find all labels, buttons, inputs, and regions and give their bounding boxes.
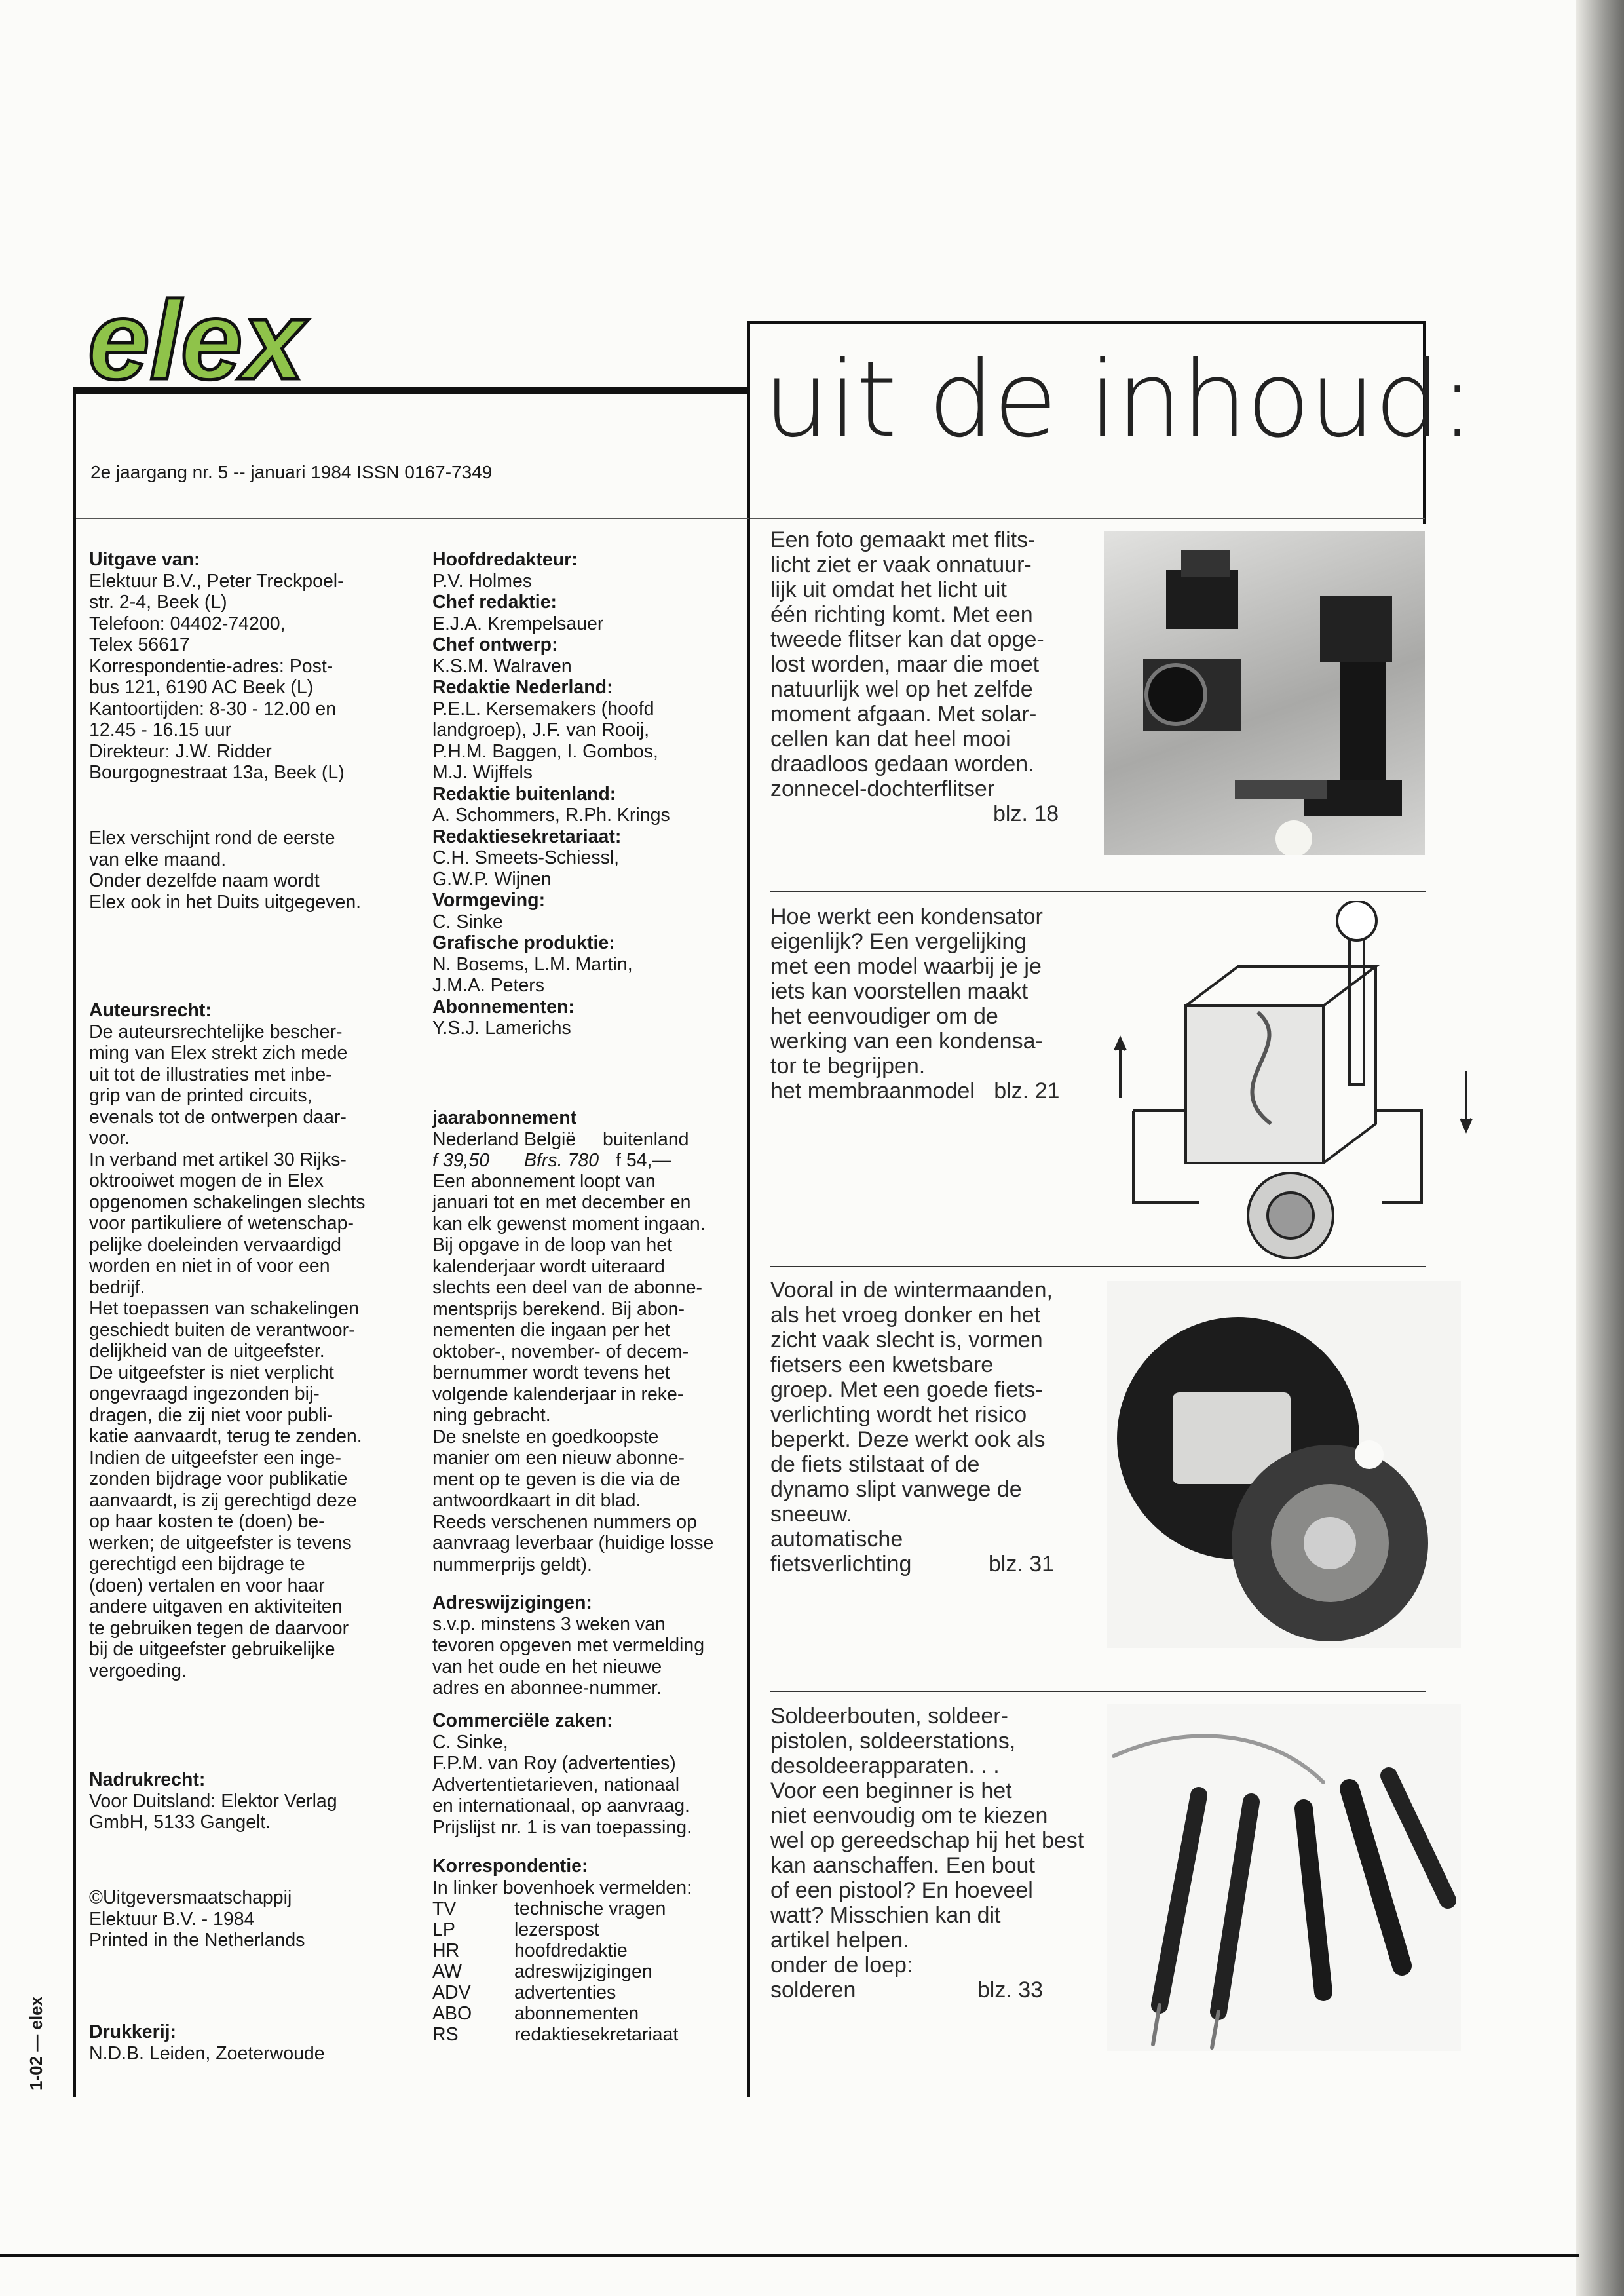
- staff-heading: Abonnementen:: [432, 996, 575, 1018]
- feature-text-line: niet eenvoudig om te kiezen: [770, 1803, 1048, 1828]
- text-line: Reeds verschenen nummers op: [432, 1511, 697, 1533]
- column-notice: [89, 828, 417, 913]
- text-line: N.D.B. Leiden, Zoeterwoude: [89, 2042, 325, 2064]
- text-line: gerechtigd een bijdrage te: [89, 1554, 305, 1575]
- text-line: In verband met artikel 30 Rijks-: [89, 1149, 347, 1170]
- text-line: te gebruiken tegen de daarvoor: [89, 1617, 349, 1639]
- feature-3-page: blz. 31: [988, 1552, 1055, 1577]
- center-divider-left: [747, 321, 750, 2097]
- text-line: aanvaardt, is zij gerechtigd deze: [89, 1489, 357, 1511]
- correspondence-code-row: [432, 2003, 740, 2024]
- text-line: slechts een deel van de abonne-: [432, 1277, 702, 1298]
- staff-name: P.E.L. Kersemakers (hoofd: [432, 698, 654, 719]
- text-line: tevoren opgeven met vermelding: [432, 1635, 705, 1656]
- text-line: str. 2-4, Beek (L): [89, 592, 227, 613]
- feature-3: [770, 1278, 1085, 1577]
- commercial-block: [432, 1710, 740, 1838]
- text-line: Printed in the Netherlands: [89, 1930, 305, 1951]
- staff-name: K.S.M. Walraven: [432, 655, 572, 677]
- price-be: Bfrs. 780: [524, 1149, 599, 1171]
- feature-text-line: pistolen, soldeerstations,: [770, 1729, 1016, 1753]
- feature-text-line: Voor een beginner is het: [770, 1778, 1012, 1803]
- text-line: nementen die ingaan per het: [432, 1320, 670, 1341]
- correspondence-label: advertenties: [514, 1982, 616, 2003]
- feature-text-line: desoldeerapparaten. . .: [770, 1753, 1000, 1778]
- correspondence-code: HR: [432, 1940, 460, 1961]
- staff-heading: Grafische produktie:: [432, 932, 615, 953]
- feature-text-line: lijk uit omdat het licht uit: [770, 577, 1007, 602]
- column-copy-notice: [89, 1887, 417, 1951]
- feature-text-line: Soldeerbouten, soldeer-: [770, 1704, 1008, 1729]
- elex-logo: [84, 280, 366, 392]
- text-line: bedrijf.: [89, 1276, 145, 1298]
- feature-4-page: blz. 33: [977, 1978, 1044, 2002]
- feature-text-line: iets kan voorstellen maakt: [770, 979, 1029, 1004]
- commercial-heading: Commerciële zaken:: [432, 1710, 613, 1731]
- staff-heading: Vormgeving:: [432, 890, 546, 911]
- divider-contents: [750, 518, 1425, 519]
- feature-text-line: één richting komt. Met een: [770, 602, 1033, 627]
- feature-text-line: als het vroeg donker en het: [770, 1303, 1041, 1328]
- text-line: ongevraagd ingezonden bij-: [89, 1383, 320, 1404]
- feature-text-line: licht ziet er vaak onnatuur-: [770, 552, 1032, 577]
- feature-2: [770, 904, 1085, 1103]
- publisher-heading: Uitgave van:: [89, 549, 200, 570]
- feature-text-line: verlichting wordt het risico: [770, 1402, 1027, 1427]
- feature-text-line: artikel helpen.: [770, 1928, 909, 1953]
- feature-4-title: onder de loep:: [770, 1953, 913, 1978]
- text-line: oktober-, november- of decem-: [432, 1341, 689, 1362]
- text-line: bij de uitgeefster gebruikelijke: [89, 1639, 335, 1660]
- staff-name: Y.S.J. Lamerichs: [432, 1018, 571, 1039]
- text-line: Elektuur B.V., Peter Treckpoel-: [89, 570, 344, 592]
- correspondence-code-row: [432, 2024, 740, 2045]
- address-change-block: [432, 1592, 740, 1699]
- text-line: ment op te geven is die via de: [432, 1468, 681, 1490]
- text-line: werken; de uitgeefster is tevens: [89, 1532, 352, 1554]
- feature-text-line: fietsers een kwetsbare: [770, 1352, 994, 1377]
- text-line: bus 121, 6190 AC Beek (L): [89, 677, 314, 698]
- text-line: Korrespondentie-adres: Post-: [89, 655, 333, 677]
- text-line: volgende kalenderjaar in reke-: [432, 1383, 684, 1405]
- text-line: zonden bijdrage voor publikatie: [89, 1468, 348, 1489]
- text-line: ©Uitgeversmaatschappij: [89, 1887, 292, 1908]
- text-line: De auteursrechtelijke bescher-: [89, 1021, 343, 1043]
- photo-soldering-irons: [1107, 1704, 1461, 2051]
- correspondence-code: RS: [432, 2024, 459, 2045]
- feature-text-line: cellen kan dat heel mooi: [770, 727, 1011, 752]
- staff-heading: Chef ontwerp:: [432, 634, 558, 655]
- feature-text-line: eigenlijk? Een vergelijking: [770, 929, 1027, 954]
- correspondence-code-row: [432, 1919, 740, 1940]
- feature-divider-2: [770, 1266, 1426, 1267]
- text-line: ning gebracht.: [432, 1405, 551, 1426]
- text-line: kan elk gewenst moment ingaan.: [432, 1213, 706, 1234]
- text-line: Bij opgave in de loop van het: [432, 1234, 673, 1255]
- staff-name: P.H.M. Baggen, I. Gombos,: [432, 740, 658, 762]
- feature-text-line: het eenvoudiger om de: [770, 1004, 998, 1029]
- text-line: Elex verschijnt rond de eerste: [89, 828, 335, 849]
- feature-text-line: tor te begrijpen.: [770, 1054, 926, 1079]
- feature-text-line: dynamo slipt vanwege de: [770, 1477, 1022, 1502]
- column-publisher: [89, 549, 417, 784]
- text-line: adres en abonnee-nummer.: [432, 1677, 662, 1698]
- text-line: andere uitgaven en aktiviteiten: [89, 1596, 343, 1617]
- staff-name: C.H. Smeets-Schiessl,: [432, 847, 620, 868]
- feature-text-line: de fiets stilstaat of de: [770, 1452, 980, 1477]
- feature-4: [770, 1704, 1085, 2002]
- text-line: Indien de uitgeefster een inge-: [89, 1447, 342, 1468]
- subscription-heading: jaarabonnement: [432, 1107, 577, 1128]
- staff-name: M.J. Wijffels: [432, 762, 533, 783]
- text-line: grip van de printed circuits,: [89, 1085, 312, 1106]
- staff-name: G.W.P. Wijnen: [432, 868, 552, 890]
- feature-1-page: blz. 18: [993, 801, 1059, 826]
- text-line: Het toepassen van schakelingen: [89, 1298, 359, 1319]
- page-edge-shadow: [1576, 0, 1624, 2296]
- feature-text-line: lost worden, maar die moet: [770, 652, 1040, 677]
- address-heading: Adreswijzigingen:: [432, 1592, 592, 1613]
- text-line: Elex ook in het Duits uitgegeven.: [89, 891, 362, 913]
- text-line: Telex 56617: [89, 634, 190, 655]
- contents-title: uit de inhoud:: [763, 338, 1474, 461]
- feature-text-line: draadloos gedaan worden.: [770, 752, 1034, 776]
- printer-heading: Drukkerij:: [89, 2021, 177, 2042]
- text-line: manier om een nieuw abonne-: [432, 1447, 685, 1468]
- feature-text-line: Hoe werkt een kondensator: [770, 904, 1043, 929]
- correspondence-label: technische vragen: [514, 1898, 666, 1919]
- staff-name: landgroep), J.F. van Rooij,: [432, 719, 650, 740]
- correspondence-code: ADV: [432, 1982, 471, 2003]
- correspondence-label: hoofdredaktie: [514, 1940, 628, 1961]
- text-line: en internationaal, op aanvraag.: [432, 1795, 690, 1816]
- staff-heading: Redaktie buitenland:: [432, 783, 616, 805]
- staff-name: J.M.A. Peters: [432, 975, 545, 996]
- text-line: katie aanvaardt, terug te zenden.: [89, 1426, 362, 1447]
- diagram-membrane-model: [1107, 901, 1481, 1265]
- photo-flash-units: [1104, 531, 1425, 855]
- feature-text-line: wel op gereedschap hij het best: [770, 1828, 1084, 1853]
- feature-text-line: met een model waarbij je je: [770, 954, 1042, 979]
- left-border: [73, 387, 76, 2097]
- text-line: Voor Duitsland: Elektor Verlag: [89, 1790, 337, 1812]
- feature-text-line: Vooral in de wintermaanden,: [770, 1278, 1053, 1303]
- text-line: opgenomen schakelingen slechts: [89, 1191, 366, 1213]
- text-line: delijkheid van de uitgeefster.: [89, 1341, 325, 1362]
- text-line: evenals tot de ontwerpen daar-: [89, 1106, 347, 1128]
- divider-issue-line: [76, 518, 749, 519]
- staff-name: E.J.A. Krempelsauer: [432, 613, 604, 634]
- text-line: oktrooiwet mogen de in Elex: [89, 1170, 324, 1191]
- correspondence-code: ABO: [432, 2003, 472, 2024]
- text-line: De uitgeefster is niet verplicht: [89, 1362, 334, 1383]
- staff-heading: Redaktie Nederland:: [432, 677, 613, 698]
- feature-text-line: Een foto gemaakt met flits-: [770, 527, 1036, 552]
- price-header-be: België: [524, 1128, 576, 1150]
- feature-text-line: kan aanschaffen. Een bout: [770, 1853, 1035, 1878]
- text-line: van het oude en het nieuwe: [432, 1656, 662, 1677]
- text-line: mentsprijs berekend. Bij abon-: [432, 1298, 685, 1320]
- text-line: Elektuur B.V. - 1984: [89, 1908, 255, 1930]
- column-copyright: [89, 1000, 430, 1681]
- text-line: dragen, die zij niet voor publi-: [89, 1404, 333, 1426]
- text-line: van elke maand.: [89, 849, 227, 870]
- feature-text-line: sneeuw.: [770, 1502, 852, 1527]
- feature-text-line: beperkt. Deze werkt ook als: [770, 1427, 1046, 1452]
- feature-2-page: blz. 21: [994, 1079, 1060, 1103]
- price-abroad: f 54,—: [616, 1149, 671, 1171]
- text-line: voor.: [89, 1128, 130, 1149]
- feature-4-title2: solderen: [770, 1978, 856, 2002]
- feature-text-line: werking van een kondensa-: [770, 1029, 1043, 1054]
- feature-4-title-line: [770, 1978, 1085, 2002]
- feature-1: [770, 527, 1085, 826]
- correspondence-code-row: [432, 1961, 740, 1982]
- text-line: C. Sinke,: [432, 1731, 508, 1753]
- feature-3-title2: fietsverlichting: [770, 1552, 912, 1577]
- text-line: nummerprijs geldt).: [432, 1554, 592, 1575]
- feature-2-title: het membraanmodel: [770, 1079, 975, 1103]
- text-line: Direkteur: J.W. Ridder: [89, 740, 272, 762]
- price-header-abroad: buitenland: [603, 1128, 689, 1150]
- correspondence-label: abonnementen: [514, 2003, 639, 2024]
- correspondence-code-row: [432, 1940, 740, 1961]
- text-line: pelijke doeleinden vervaardigd: [89, 1234, 342, 1255]
- staff-heading: Chef redaktie:: [432, 592, 557, 613]
- side-label: 1-02 — elex: [26, 1996, 46, 2090]
- svg-text:elex: elex: [88, 280, 305, 392]
- feature-text-line: moment afgaan. Met solar-: [770, 702, 1037, 727]
- price-header-nl: Nederland: [432, 1128, 519, 1150]
- feature-divider-1: [770, 891, 1426, 892]
- text-line: kalenderjaar wordt uiteraard: [432, 1255, 665, 1277]
- text-line: F.P.M. van Roy (advertenties): [432, 1753, 676, 1774]
- feature-text-line: groep. Met een goede fiets-: [770, 1377, 1043, 1402]
- correspondence-code: AW: [432, 1961, 462, 1982]
- text-line: 12.45 - 16.15 uur: [89, 719, 232, 740]
- text-line: uit tot de illustraties met inbe-: [89, 1063, 332, 1085]
- price-nl: f 39,50: [432, 1149, 490, 1171]
- text-line: Kantoortijden: 8-30 - 12.00 en: [89, 698, 337, 719]
- text-line: aanvraag leverbaar (huidige losse: [432, 1533, 714, 1554]
- feature-1-title: zonnecel-dochterflitser: [770, 776, 995, 801]
- contents-top-rule: [747, 321, 1426, 324]
- text-line: (doen) vertalen en voor haar: [89, 1575, 325, 1596]
- correspondence-heading: Korrespondentie:: [432, 1856, 588, 1877]
- correspondence-code: TV: [432, 1898, 457, 1919]
- correspondence-label: adreswijzigingen: [514, 1961, 652, 1982]
- text-line: ming van Elex strekt zich mede: [89, 1043, 348, 1063]
- text-line: bernummer wordt tevens het: [432, 1362, 670, 1383]
- correspondence-code: LP: [432, 1919, 455, 1940]
- correspondence-intro: In linker bovenhoek vermelden:: [432, 1877, 692, 1898]
- text-line: Een abonnement loopt van: [432, 1170, 656, 1192]
- staff-name: P.V. Holmes: [432, 570, 533, 592]
- feature-divider-3: [770, 1691, 1426, 1692]
- column-printer: [89, 2021, 417, 2064]
- correspondence-label: redaktiesekretariaat: [514, 2024, 679, 2045]
- column-reprint: [89, 1769, 417, 1833]
- text-line: antwoordkaart in dit blad.: [432, 1490, 641, 1511]
- staff-heading: Redaktiesekretariaat:: [432, 826, 622, 847]
- text-line: geschiedt buiten de verantwoor-: [89, 1319, 355, 1341]
- subscription-block: [432, 1107, 740, 1575]
- text-line: Prijslijst nr. 1 is van toepassing.: [432, 1816, 692, 1838]
- bottom-rule: [0, 2254, 1579, 2257]
- feature-3-title-line: [770, 1552, 1085, 1577]
- copyright-heading: Auteursrecht:: [89, 1000, 212, 1021]
- text-line: worden en niet in of voor een: [89, 1255, 330, 1276]
- text-line: GmbH, 5133 Gangelt.: [89, 1812, 271, 1833]
- staff-name: A. Schommers, R.Ph. Krings: [432, 805, 670, 826]
- issue-line: 2e jaargang nr. 5 -- januari 1984 ISSN 0167-7349: [90, 462, 493, 482]
- text-line: januari tot en met december en: [432, 1192, 691, 1213]
- text-line: De snelste en goedkoopste: [432, 1426, 659, 1447]
- correspondence-code-row: [432, 1898, 740, 1919]
- feature-text-line: of een pistool? En hoeveel: [770, 1878, 1033, 1903]
- correspondence-block: [432, 1856, 740, 2045]
- text-line: Advertentietarieven, nationaal: [432, 1774, 680, 1795]
- text-line: vergoeding.: [89, 1660, 187, 1681]
- feature-3-title: automatische: [770, 1527, 903, 1552]
- staff-name: C. Sinke: [432, 911, 503, 932]
- text-line: s.v.p. minstens 3 weken van: [432, 1613, 666, 1635]
- staff-name: N. Bosems, L.M. Martin,: [432, 953, 633, 975]
- text-line: Bourgognestraat 13a, Beek (L): [89, 762, 345, 783]
- column-staff: [432, 549, 740, 1039]
- feature-text-line: watt? Misschien kan dit: [770, 1903, 1001, 1928]
- correspondence-code-row: [432, 1982, 740, 2003]
- staff-heading: Hoofdredakteur:: [432, 549, 578, 570]
- text-line: Onder dezelfde naam wordt: [89, 870, 320, 891]
- text-line: op haar kosten te (doen) be-: [89, 1511, 325, 1532]
- text-line: Telefoon: 04402-74200,: [89, 613, 286, 634]
- photo-bike-light: [1107, 1281, 1461, 1648]
- feature-text-line: tweede flitser kan dat opge-: [770, 627, 1044, 652]
- feature-text-line: natuurlijk wel op het zelfde: [770, 677, 1033, 702]
- feature-text-line: zicht vaak slecht is, vormen: [770, 1328, 1043, 1352]
- correspondence-label: lezerspost: [514, 1919, 599, 1940]
- feature-2-title-line: [770, 1079, 1085, 1103]
- reprint-heading: Nadrukrecht:: [89, 1769, 206, 1790]
- text-line: voor partikuliere of wetenschap-: [89, 1213, 354, 1234]
